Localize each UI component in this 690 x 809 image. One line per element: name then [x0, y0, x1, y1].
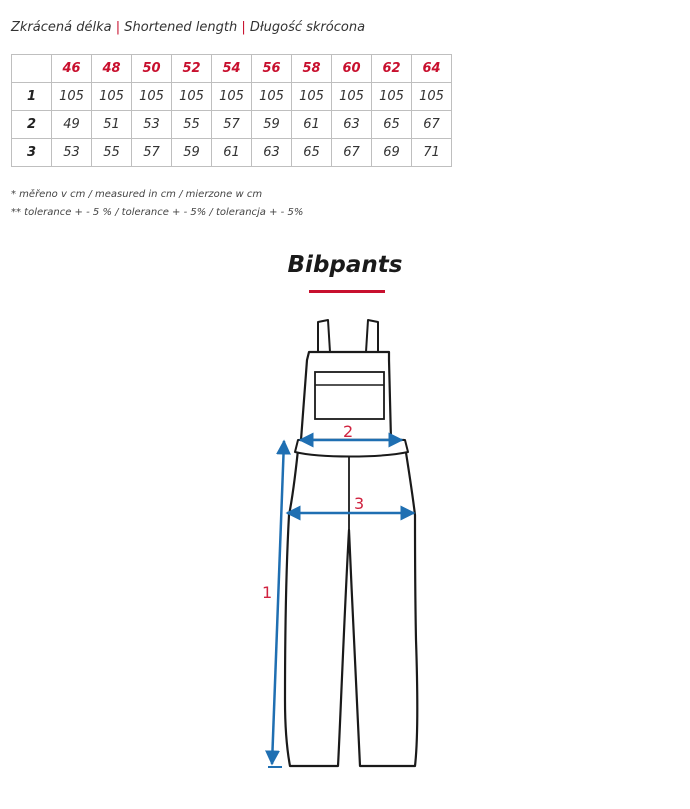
chest-pocket	[315, 372, 384, 419]
table-cell: 59	[252, 111, 292, 139]
table-cell: 63	[332, 111, 372, 139]
table-cell: 65	[292, 139, 332, 167]
table-cell: 105	[172, 83, 212, 111]
measure-1-label: 1	[262, 583, 273, 602]
table-cell: 105	[92, 83, 132, 111]
table-cell: 49	[52, 111, 92, 139]
table-cell: 71	[412, 139, 452, 167]
table-cell: 69	[372, 139, 412, 167]
heading-english: Shortened length	[124, 20, 238, 35]
size-header: 60	[332, 55, 372, 83]
table-cell: 105	[52, 83, 92, 111]
table-cell: 61	[212, 139, 252, 167]
size-header: 48	[92, 55, 132, 83]
trousers-outline	[285, 440, 417, 766]
table-cell: 67	[332, 139, 372, 167]
product-title: Bibpants	[287, 252, 403, 278]
right-strap	[366, 320, 378, 352]
row-label: 2	[12, 111, 52, 139]
size-header: 58	[292, 55, 332, 83]
measure-1-arrow	[272, 441, 284, 764]
heading-separator: |	[115, 20, 121, 35]
table-cell: 57	[132, 139, 172, 167]
note-line: ** tolerance + - 5 % / tolerance + - 5% / tolerancja + - 5%	[11, 207, 304, 218]
table-cell: 61	[292, 111, 332, 139]
size-header: 62	[372, 55, 412, 83]
table-cell: 55	[172, 111, 212, 139]
table-cell: 105	[212, 83, 252, 111]
size-header: 56	[252, 55, 292, 83]
table-cell: 57	[212, 111, 252, 139]
table-cell: 105	[132, 83, 172, 111]
table-cell: 105	[292, 83, 332, 111]
row-label: 1	[12, 83, 52, 111]
table-cell: 105	[332, 83, 372, 111]
table-cell: 53	[52, 139, 92, 167]
table-cell: 105	[252, 83, 292, 111]
size-header: 52	[172, 55, 212, 83]
size-header: 54	[212, 55, 252, 83]
table-cell: 67	[412, 111, 452, 139]
table-cell: 63	[252, 139, 292, 167]
table-cell: 105	[412, 83, 452, 111]
table-cell: 65	[372, 111, 412, 139]
row-label: 3	[12, 139, 52, 167]
measure-2-label: 2	[343, 422, 354, 441]
waistband	[295, 440, 408, 457]
left-strap	[318, 320, 330, 352]
heading-czech: Zkrácená délka	[11, 20, 112, 35]
table-cell: 51	[92, 111, 132, 139]
note-line: * měřeno v cm / measured in cm / mierzone w cm	[11, 189, 263, 200]
table-cell: 55	[92, 139, 132, 167]
table-cell: 53	[132, 111, 172, 139]
heading-polish: Długość skrócona	[249, 20, 366, 35]
measure-3-label: 3	[354, 494, 365, 513]
size-header: 50	[132, 55, 172, 83]
table-cell: 59	[172, 139, 212, 167]
table-cell: 105	[372, 83, 412, 111]
size-header: 64	[412, 55, 452, 83]
heading-separator: |	[241, 20, 246, 35]
size-header: 46	[52, 55, 92, 83]
